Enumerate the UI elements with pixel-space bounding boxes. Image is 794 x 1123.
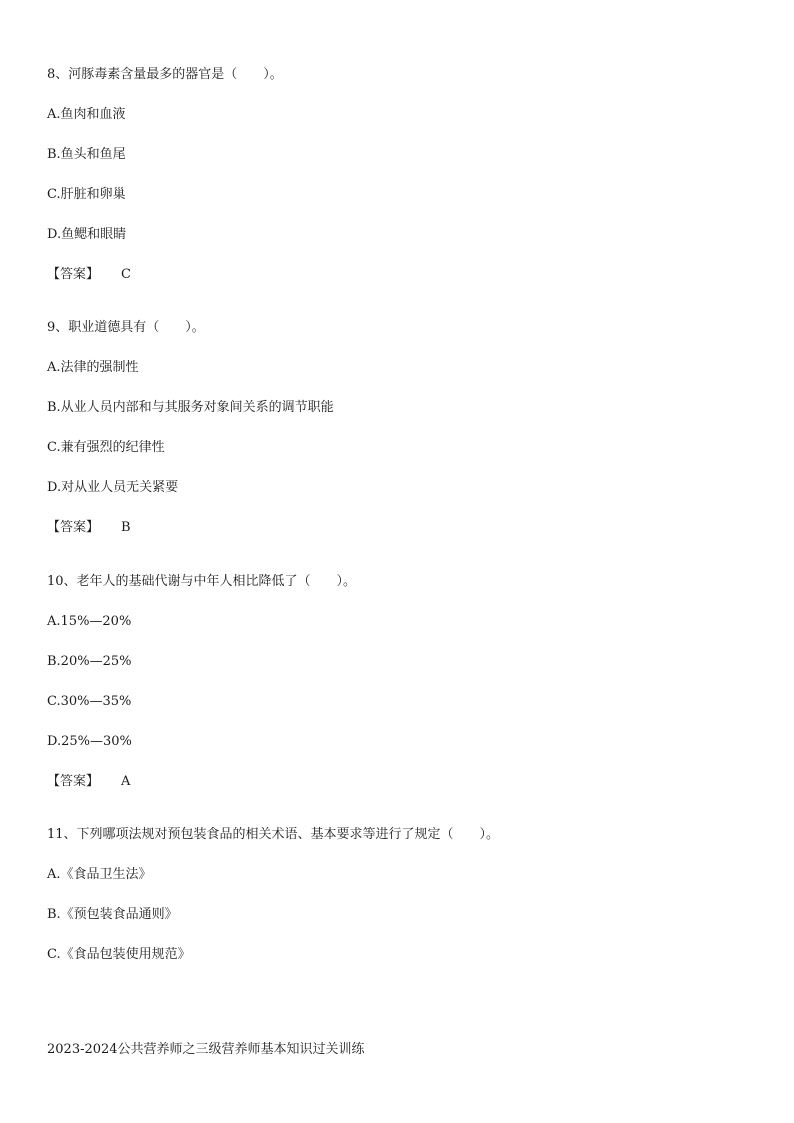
answer-value: C: [121, 267, 131, 282]
answer-label: 【答案】: [47, 267, 100, 282]
question-11-option-a: A.《食品卫生法》: [47, 867, 152, 882]
question-9-option-d: D.对从业人员无关紧要: [47, 480, 179, 495]
question-9-option-a: A.法律的强制性: [47, 360, 139, 375]
question-10-option-d: D.25%—30%: [47, 734, 132, 749]
question-8-answer: [47, 266, 131, 284]
question-9-option-b: B.从业人员内部和与其服务对象间关系的调节职能: [47, 400, 334, 415]
question-11-stem: 11、下列哪项法规对预包装食品的相关术语、基本要求等进行了规定（ ）。: [47, 827, 500, 842]
question-8-option-d: D.鱼鳃和眼睛: [47, 227, 127, 242]
page-footer: 2023-2024公共营养师之三级营养师基本知识过关训练: [47, 1042, 365, 1057]
question-10-option-a: A.15%—20%: [47, 614, 132, 629]
question-11-option-b: B.《预包装食品通则》: [47, 907, 178, 922]
answer-value: A: [121, 774, 131, 789]
question-8-option-c: C.肝脏和卵巢: [47, 187, 126, 202]
question-9-stem: 9、职业道德具有（ ）。: [47, 320, 205, 335]
question-8-stem: 8、河豚毒素含量最多的器官是（ ）。: [47, 67, 283, 82]
question-9-option-c: C.兼有强烈的纪律性: [47, 440, 165, 455]
question-10-option-b: B.20%—25%: [47, 654, 132, 669]
question-10-option-c: C.30%—35%: [47, 694, 132, 709]
question-10-stem: 10、老年人的基础代谢与中年人相比降低了（ ）。: [47, 574, 357, 589]
answer-label: 【答案】: [47, 774, 100, 789]
question-9-answer: [47, 519, 131, 537]
question-11-option-c: C.《食品包装使用规范》: [47, 947, 191, 962]
question-8-option-a: A.鱼肉和血液: [47, 107, 126, 122]
answer-value: B: [121, 520, 131, 535]
answer-label: 【答案】: [47, 520, 100, 535]
question-10-answer: [47, 773, 130, 791]
question-8-option-b: B.鱼头和鱼尾: [47, 147, 126, 162]
